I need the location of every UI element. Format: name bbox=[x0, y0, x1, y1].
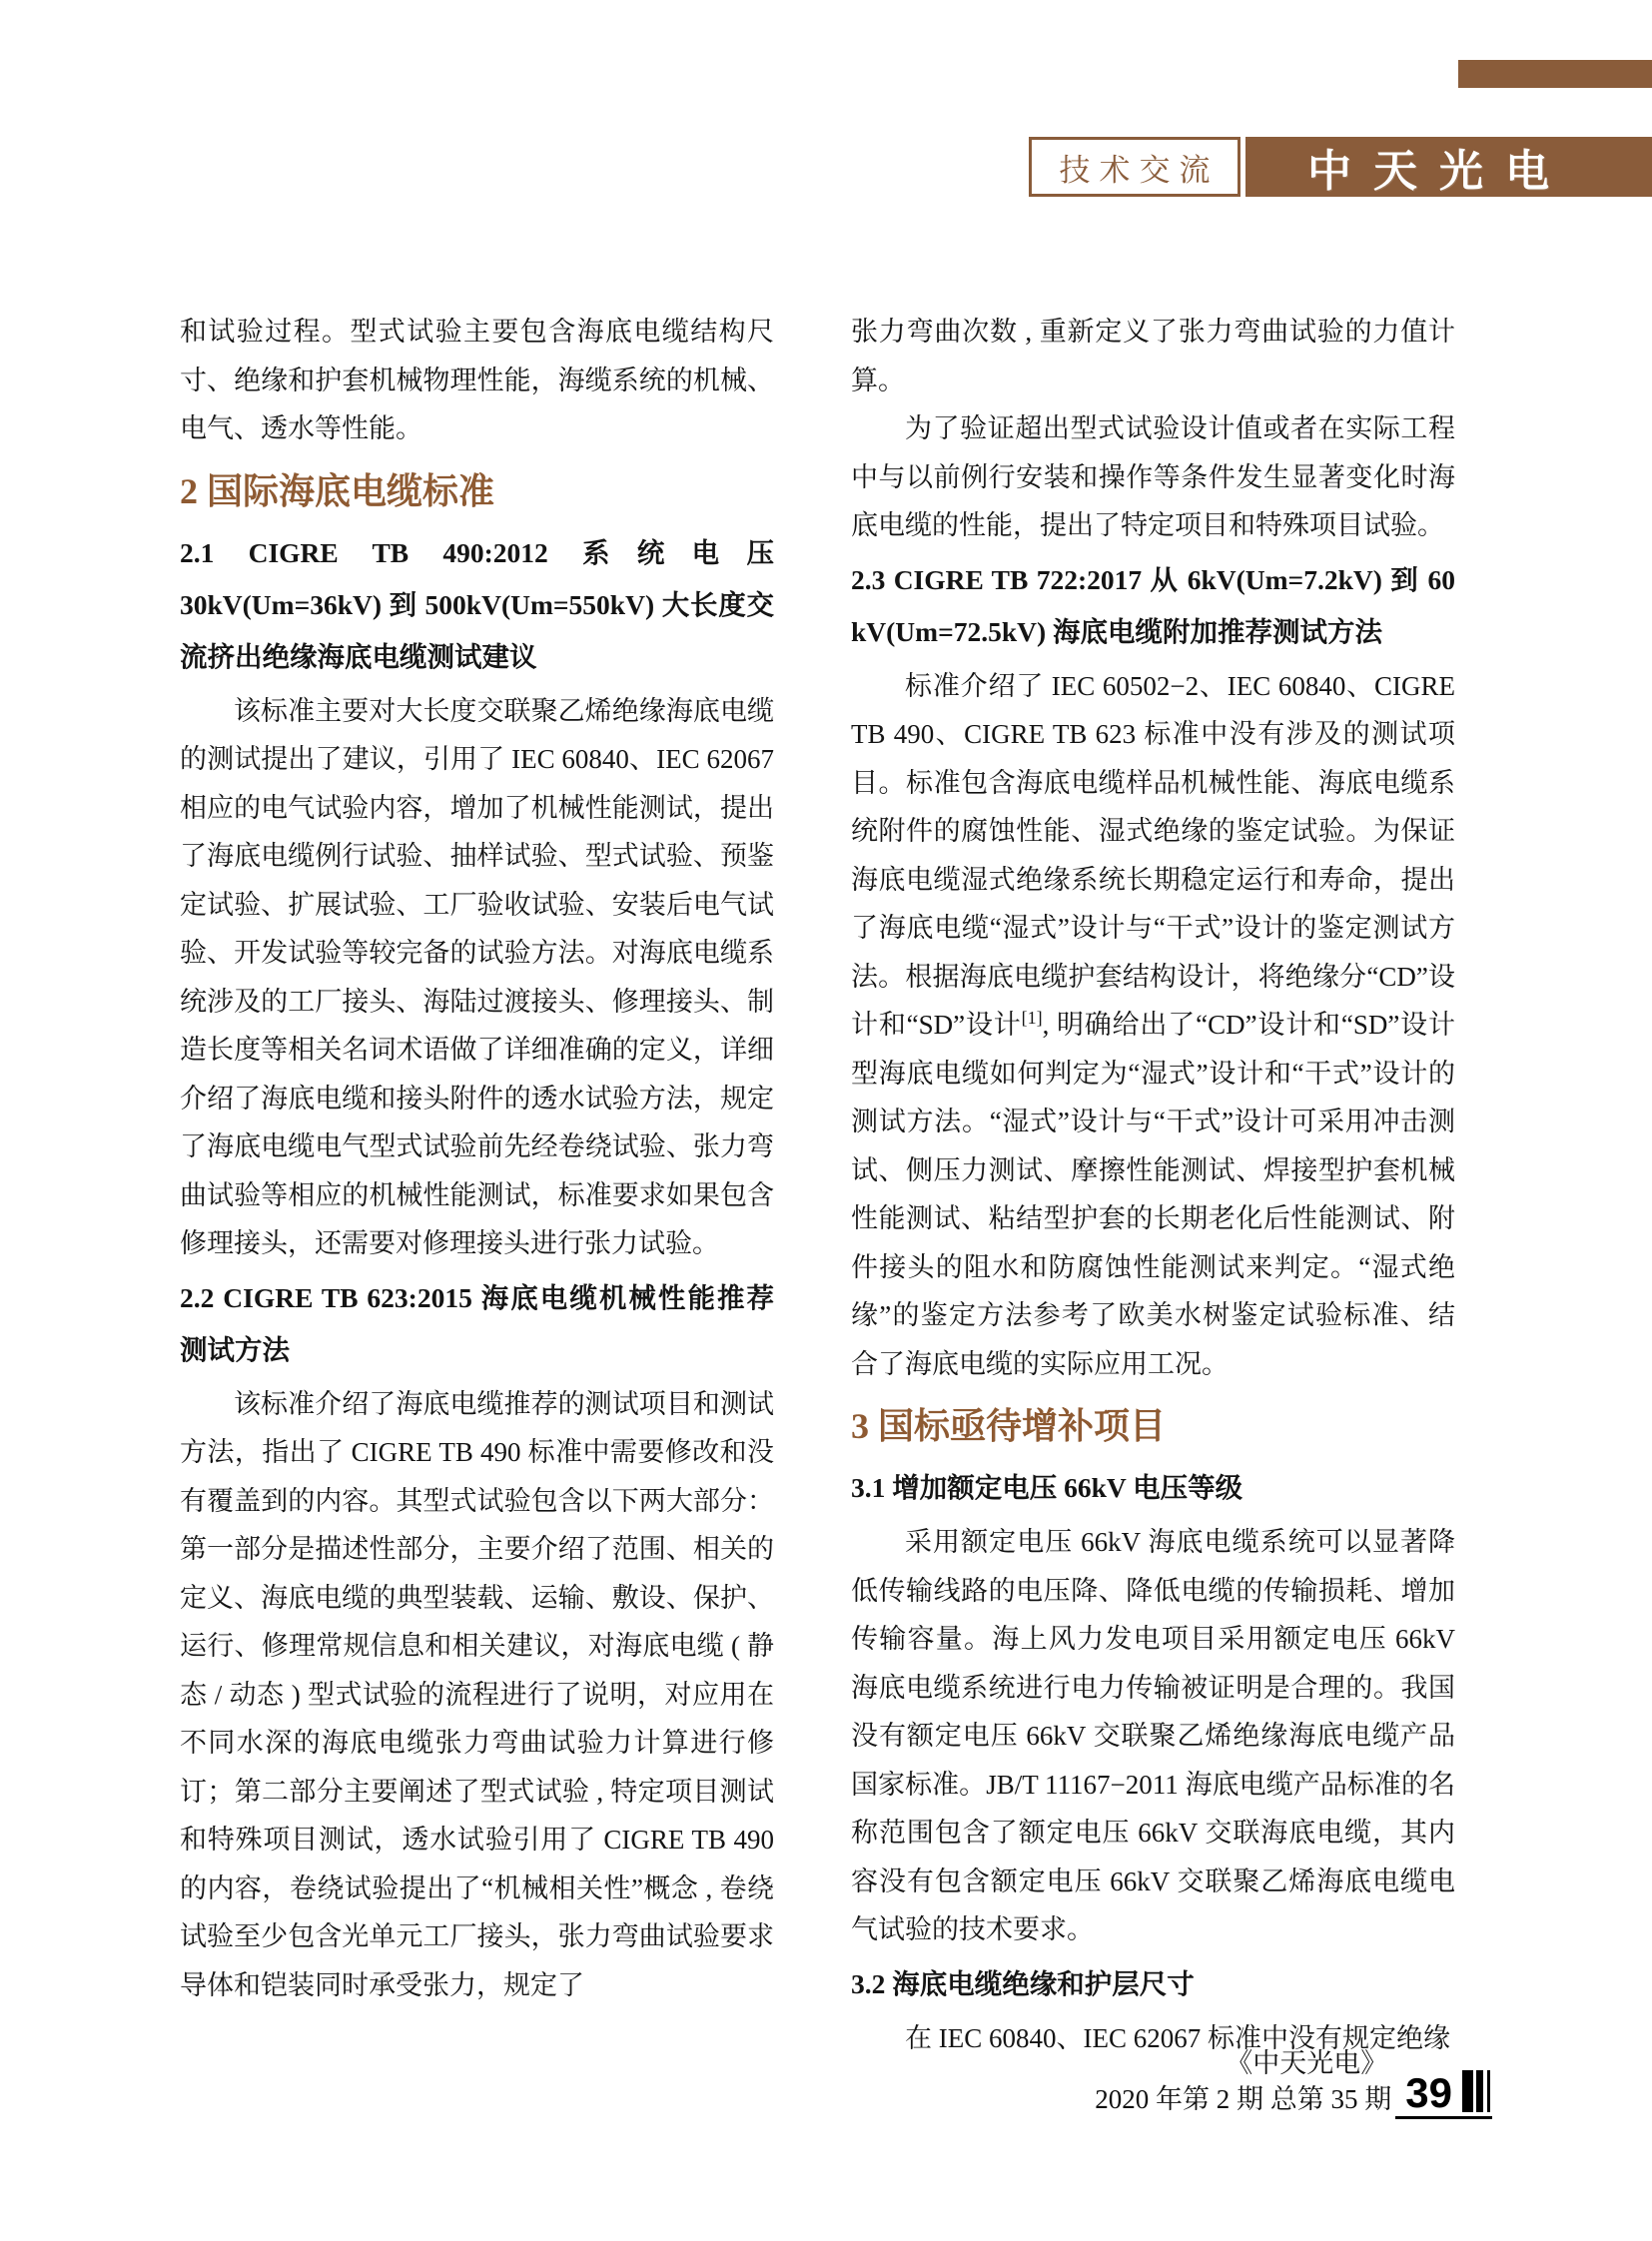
paragraph-2-1: 该标准主要对大长度交联聚乙烯绝缘海底电缆的测试提出了建议，引用了 IEC 60840、IEC 62067 相应的电气试验内容，增加了机械性能测试，提出了海底电缆例行试验、抽样试验、型式试验、预鉴定试验、扩展试验、工厂验收试验、安装后电气试验、开发试验等较完备的试验方法。对海底电缆系统涉及的工厂接头、海陆过渡接头、修理接头、制造长度等相关名词术语做了详细准确的定义，详细介绍了海底电缆和接头附件的透水试验方法，规定了海底电缆电气型式试验前先经卷绕试验、张力弯曲试验等相应的机械性能测试，标准要求如果包含修理接头，还需要对修理接头进行张力试验。 bbox=[180, 695, 774, 1258]
page-number: 39 bbox=[1405, 2069, 1452, 2116]
paragraph-2-3-text-continued: , 明确给出了“CD”设计和“SD”设计型海底电缆如何判定为“湿式”设计和“干式”设计的测试方法。“湿式”设计与“干式”设计可采用冲击测试、侧压力测试、摩擦性能测试、焊接型护套机械性能测试、粘结型护套的长期老化后性能测试、附件接头的阻水和防腐蚀性能测试来判定。“湿式绝缘”的鉴定方法参考了欧美水树鉴定试验标准、结合了海底电缆的实际应用工况。 bbox=[851, 1010, 1455, 1379]
journal-title: 《中天光电》 bbox=[1226, 2048, 1388, 2078]
paragraph-3-1: 采用额定电压 66kV 海底电缆系统可以显著降低传输线路的电压降、降低电缆的传输损耗、增加传输容量。海上风力发电项目采用额定电压 66kV 海底电缆系统进行电力传输被证明是合理的。我国没有额定电压 66kV 交联聚乙烯绝缘海底电缆产品国家标准。JB/T 11167−2011 海底电缆产品标准的名称范围包含了额定电压 66kV 交联海底电缆，其内容没有包含额定电压 66kV 交联聚乙烯海底电缆电气试验的技术要求。 bbox=[851, 1527, 1455, 1944]
paragraph-2-3 bbox=[851, 662, 1455, 1389]
issue-info: 2020 年第 2 期 总第 35 期 bbox=[1095, 2084, 1392, 2114]
paragraph-2-3-text: 标准介绍了 IEC 60502−2、IEC 60840、CIGRE TB 490、CIGRE TB 623 标准中没有涉及的测试项目。标准包含海底电缆样品机械性能、海底电缆系统附件的腐蚀性能、湿式绝缘的鉴定试验。为保证海底电缆湿式绝缘系统长期稳定运行和寿命，提出了海底电缆“湿式”设计与“干式”设计的鉴定测试方法。根据海底电缆护套结构设计，将绝缘分“CD”设计和“SD”设计 bbox=[851, 670, 1455, 1040]
decoration-bars-icon bbox=[1462, 2070, 1490, 2112]
page-footer bbox=[1095, 2045, 1492, 2119]
paragraph-3-2: 在 IEC 60840、IEC 62067 标准中没有规定绝缘 bbox=[905, 2022, 1450, 2053]
brand-logo-text: 中天光电 bbox=[1307, 147, 1571, 196]
badge-label: 技术交流 bbox=[1059, 152, 1220, 188]
right-column bbox=[851, 308, 1455, 2062]
section-heading-2: 2 国际海底电缆标准 bbox=[180, 470, 495, 511]
subsection-heading-2-2: 2.2 CIGRE TB 623:2015 海底电缆机械性能推荐测试方法 bbox=[180, 1281, 774, 1365]
paragraph-continuation: 和试验过程。型式试验主要包含海底电缆结构尺寸、绝缘和护套机械物理性能，海缆系统的机械、电气、透水等性能。 bbox=[180, 317, 774, 443]
journal-issue-info bbox=[1095, 2045, 1391, 2119]
page-header bbox=[1029, 137, 1652, 197]
page-number-group bbox=[1395, 2070, 1492, 2119]
brand-corner-block bbox=[1458, 60, 1652, 88]
paragraph-continuation: 张力弯曲次数 , 重新定义了张力弯曲试验的力值计算。 bbox=[851, 317, 1455, 395]
subsection-heading-3-2: 3.2 海底电缆绝缘和护层尺寸 bbox=[851, 1967, 1195, 1999]
left-column bbox=[180, 308, 774, 2009]
brand-logo bbox=[1245, 137, 1652, 197]
subsection-heading-2-1: 2.1 CIGRE TB 490:2012 系统电压 30kV(Um=36kV) 到 500kV(Um=550kV) 大长度交流挤出绝缘海底电缆测试建议 bbox=[180, 536, 774, 672]
footnote-reference-1: [1] bbox=[1021, 1008, 1043, 1028]
section-heading-3: 3 国标亟待增补项目 bbox=[851, 1406, 1167, 1446]
subsection-heading-2-3: 2.3 CIGRE TB 722:2017 从 6kV(Um=7.2kV) 到 60 kV(Um=72.5kV) 海底电缆附加推荐测试方法 bbox=[851, 563, 1455, 647]
paragraph: 为了验证超出型式试验设计值或者在实际工程中与以前例行安装和操作等条件发生显著变化时海底电缆的性能，提出了特定项目和特殊项目试验。 bbox=[851, 413, 1455, 540]
column-badge bbox=[1029, 137, 1240, 197]
paragraph-2-2: 该标准介绍了海底电缆推荐的测试项目和测试方法，指出了 CIGRE TB 490 标准中需要修改和没有覆盖到的内容。其型式试验包含以下两大部分：第一部分是描述性部分，主要介绍了范围、相关的定义、海底电缆的典型装载、运输、敷设、保护、运行、修理常规信息和相关建议，对海底电缆 ( 静态 / 动态 ) 型式试验的流程进行了说明，对应用在不同水深的海底电缆张力弯曲试验力计算进行修订；第二部分主要阐述了型式试验 , 特定项目测试和特殊项目测试，透水试验引用了 CIGRE TB 490 的内容，卷绕试验提出了“机械相关性”概念 , 卷绕试验至少包含光单元工厂接头，张力弯曲试验要求导体和铠装同时承受张力，规定了 bbox=[180, 1388, 774, 2000]
subsection-heading-3-1: 3.1 增加额定电压 66kV 电压等级 bbox=[851, 1472, 1243, 1503]
